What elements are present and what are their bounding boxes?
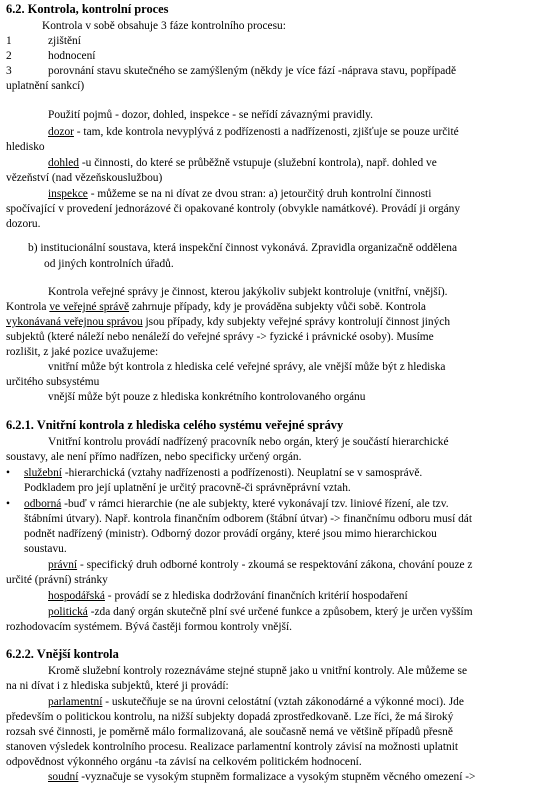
definition-text: - provádí se z hlediska dodržování finančních kritérií hospodaření: [104, 590, 408, 602]
inspekce-definition-cont: dozoru.: [6, 218, 41, 230]
pravni-definition: [48, 558, 543, 573]
dohled-definition-cont: vězeňství (nad vězeňskouslužbou): [6, 172, 163, 184]
text-span: jsou případy, kdy subjekty veřejné správy kontrolují činnost jiných: [142, 316, 451, 328]
term-politicka: politická: [48, 606, 88, 618]
public-admin-line: určitého subsystému: [6, 376, 100, 388]
section-heading-6-2-1: 6.2.1. Vnitřní kontrola z hlediska celého systému veřejné správy: [6, 418, 344, 432]
definition-text: -vyznačuje se vysokým stupněm formalizace a vysokým stupněm věcného omezení ->: [78, 771, 476, 783]
definition-text: - specifický druh odborné kontroly - zkoumá se respektování zákona, chování pouze z: [77, 559, 473, 571]
sluzebni-cont: Podkladem pro její uplatnění je určitý pracovně-či správněprávní vztah.: [24, 482, 351, 494]
term-dohled: dohled: [48, 157, 80, 169]
public-admin-line: Kontrola veřejné správy je činnost, kterou jakýkoliv subjekt kontroluje (vnitřní, vnější).: [48, 286, 448, 298]
institutional-line-cont: od jiných kontrolních úřadů.: [44, 258, 174, 270]
internal-line: soustavy, ale není přímo nadřízen, nebo specificky určený orgán.: [6, 451, 302, 463]
phase-text: hodnocení: [48, 50, 96, 62]
politicka-cont: rozhodovacím systémem. Bývá častěji formou kontroly vnější.: [6, 621, 292, 633]
public-admin-line: [6, 300, 539, 315]
section-heading-6-2-2: 6.2.2. Vnější kontrola: [6, 647, 119, 661]
definition-text: - tam, kde kontrola nevyplývá z podřízenosti a nadřízenosti, zjišťuje se pouze určité: [73, 126, 459, 138]
term-vykonavana: vykonávaná veřejnou správou: [6, 316, 143, 328]
terms-intro: Použití pojmů - dozor, dohled, inspekce - se neřídí závaznými pravidly.: [48, 109, 373, 121]
definition-text: - uskutečňuje se na úrovni celostátní (vztah zákonodárné a výkonné moci). Jde: [102, 696, 464, 708]
section-heading-6-2: 6.2. Kontrola, kontrolní proces: [6, 2, 169, 16]
dozor-definition-cont: hledisko: [6, 141, 45, 153]
soudni-definition: [48, 770, 543, 785]
term-inspekce: inspekce: [48, 188, 88, 200]
phase-item: [6, 49, 539, 64]
term-soudni: soudní: [48, 771, 79, 783]
definition-text: -zda daný orgán skutečně plní své určené funkce a způsobem, který je určen vyšším: [87, 606, 473, 618]
intro-line: Kontrola v sobě obsahuje 3 fáze kontrolního procesu:: [42, 20, 286, 32]
internal-line: Vnitřní kontrolu provádí nadřízený pracovník nebo orgán, který je součástí hierarchické: [48, 436, 449, 448]
politicka-definition: [48, 605, 543, 620]
odborna-cont: štábními útvary). Např. kontrola finančním odborem (štábní útvar) -> finančnímu odboru musí dát: [24, 513, 473, 525]
dohled-definition: [48, 156, 543, 171]
inspekce-definition: [48, 187, 543, 202]
phase-number: 2: [6, 50, 12, 62]
phase-text: porovnání stavu skutečného se zamýšleným (někdy je více fází -náprava stavu, popřípadě: [48, 65, 457, 77]
term-hospodarska: hospodářská: [48, 590, 105, 602]
phase-number: 3: [6, 65, 12, 77]
bullet-item-odborna: [6, 497, 539, 512]
phase-3-continuation: uplatnění sankcí): [6, 80, 85, 92]
public-admin-line: subjektů (které náleží nebo nenáleží do veřejné správy -> fyzické i právnické osoby). Musíme: [6, 331, 434, 343]
bullet-item-sluzebni: [6, 466, 539, 481]
term-pravni: právní: [48, 559, 78, 571]
phase-item: [6, 34, 539, 49]
inspekce-definition-cont: spočívající v provedení jednorázové či opakované kontroly (obvykle namátkové). Provádí ji orgány: [6, 203, 461, 215]
hospodarska-definition: [48, 589, 543, 604]
term-odborna: odborná: [24, 498, 62, 510]
bullet-icon: •: [6, 498, 10, 510]
pravni-cont: určité (právní) stránky: [6, 574, 108, 586]
public-admin-line: rozlišit, z jaké pozice uvažujeme:: [6, 346, 159, 358]
phase-number: 1: [6, 35, 12, 47]
definition-text: -u činnosti, do které se průběžně vstupuje (služební kontrola), např. dohled ve: [79, 157, 437, 169]
phase-item: [6, 64, 539, 79]
institutional-line: b) institucionální soustava, která inspekční činnost vykonává. Zpravidla organizačně oddělena: [28, 242, 458, 254]
term-ve-verejne-sprave: ve veřejné správě: [49, 301, 130, 313]
odborna-cont: soustavu.: [24, 543, 67, 555]
text-span: zahrnuje případy, kdy je prováděna subjekty vůči sobě. Kontrola: [129, 301, 426, 313]
definition-text: - můžeme se na ni dívat ze dvou stran: a) jetourčitý druh kontrolní činnosti: [87, 188, 432, 200]
parlamentni-cont: stanoven výsledek kontrolního procesu. Realizace parlamentní kontroly závisí na možnosti uplatnit: [6, 741, 459, 753]
term-parlamentni: parlamentní: [48, 696, 103, 708]
external-line: na ni dívat i z hlediska subjektů, které ji provádí:: [6, 680, 229, 692]
external-line: Kromě služební kontroly rozeznáváme stejné stupně jako u vnitřní kontroly. Ale můžeme se: [48, 665, 468, 677]
public-admin-line: vnitřní může být kontrola z hlediska celé veřejné správy, ale vnější může být z hlediska: [48, 361, 446, 373]
dozor-definition: [48, 125, 543, 140]
public-admin-line: [6, 315, 539, 330]
bullet-icon: •: [6, 467, 10, 479]
parlamentni-cont: odpovědnost výkonného orgánu -ta závisí na celkovém politickém hodnocení.: [6, 756, 362, 768]
phase-text: zjištění: [48, 35, 81, 47]
text-span: Kontrola: [6, 301, 50, 313]
public-admin-line: vnější může být pouze z hlediska konkrétního kontrolovaného orgánu: [48, 391, 366, 403]
odborna-cont: podnět nadřízený (ministr). Odborný dozor provádí orgány, které jsou mimo hierarchickou: [24, 528, 437, 540]
parlamentni-cont: především o politickou kontrolu, na nižší subjekty dopadá zprostředkovaně. Lze říci, že má široký: [6, 711, 454, 723]
term-dozor: dozor: [48, 126, 74, 138]
parlamentni-cont: rozsah své činnosti, je poměrně málo formalizovaná, ale současně nemá ve většině případů přesně: [6, 726, 453, 738]
parlamentni-definition: [48, 695, 543, 710]
definition-text: -buď v rámci hierarchie (ne ale subjekty, které vykonávají tzv. liniové řízení, ale tzv.: [61, 498, 449, 510]
definition-text: -hierarchická (vztahy nadřízenosti a podřízenosti). Neuplatní se v samosprávě.: [61, 467, 423, 479]
term-sluzebni: služební: [24, 467, 62, 479]
